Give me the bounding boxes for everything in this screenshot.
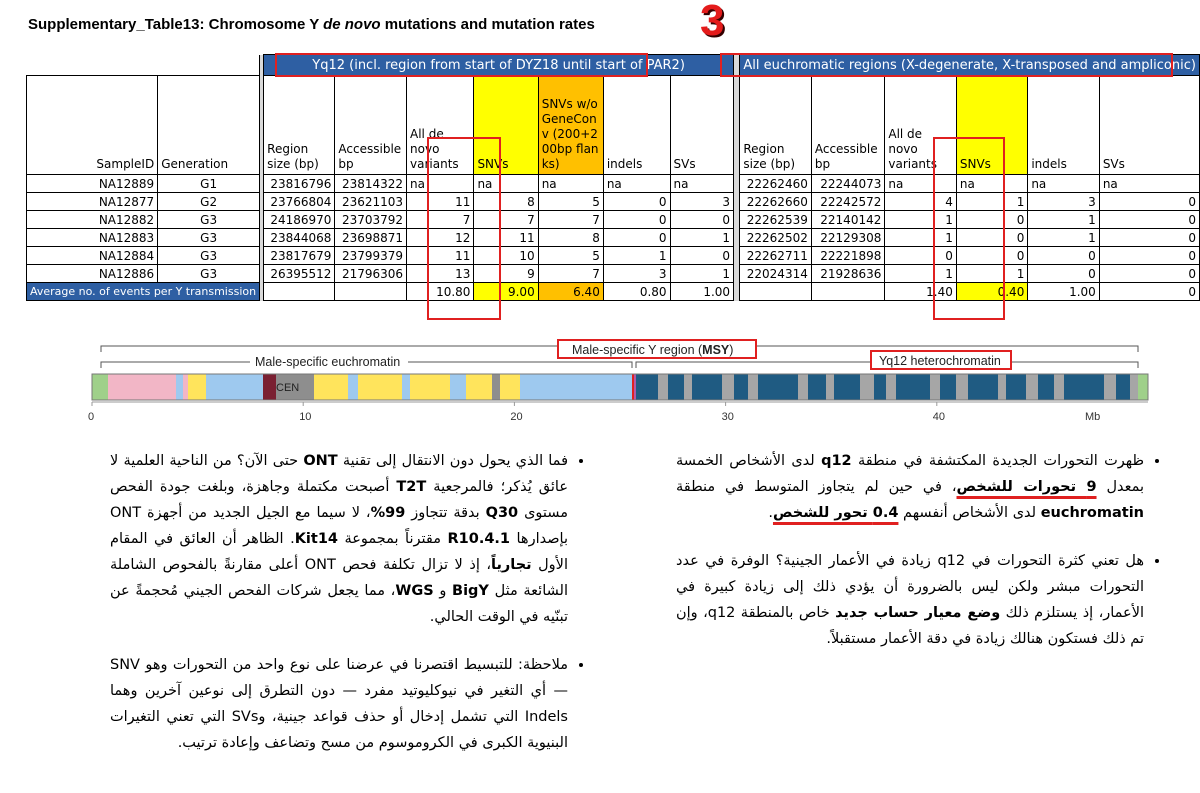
heterochromatin-band [734,374,748,400]
chromosome-band [632,374,634,400]
col-header: indels [1028,76,1099,175]
sample-id-cell: NA12889 [27,175,158,193]
chromosome-band [263,374,276,400]
col-header: SNVs [956,76,1027,175]
table-cell: 1 [885,265,956,283]
table-cell: 22221898 [811,247,885,265]
highlight-yq12-header [275,53,648,77]
column-header-row [27,76,1200,175]
slide-number-marker: 3 [700,0,725,45]
heterochromatin-label: Yq12 heterochromatin [879,354,1001,368]
heterochromatin-band [930,374,940,400]
table-row [27,193,1200,211]
table-cell: G1 [158,175,260,193]
chromosome-band [348,374,358,400]
table-cell: 22262660 [740,193,811,211]
table-cell: 3 [603,265,670,283]
axis-tick-label: 20 [510,411,523,423]
bullet-paragraph: • ظهرت التحورات الجديدة المكتشفة في منطقة q12 لدى الأشخاص الخمسة بمعدل 9 تحورات للشخص، في حين لم يتجاوز المتوسط في منطقة euchromatin لدى الأشخاص أنفسهم 0.4 تحور للشخص. [676,448,1144,526]
table-cell: 1 [1028,229,1099,247]
axis-tick-label: 0 [88,411,95,423]
avg-value: 0.80 [603,283,670,301]
axis-tick-label: 10 [299,411,312,423]
sample-id-cell: NA12884 [27,247,158,265]
table-cell: 23799379 [335,247,407,265]
table-cell: 0 [956,229,1027,247]
table-cell: 0 [670,247,734,265]
highlight-euchromatic-header [720,53,1173,77]
avg-value: 0 [1099,283,1199,301]
col-header: Accessible bp [335,76,407,175]
chromosome-band [402,374,410,400]
msy-label: Male-specific Y region (MSY) [572,343,734,357]
table-cell: 0 [603,193,670,211]
heterochromatin-band [834,374,860,400]
centromere-label: CEN [276,382,300,394]
highlight-9-mutations: 9 تحورات للشخص [956,479,1097,495]
table-cell: 22140142 [811,211,885,229]
table-cell: na [407,175,474,193]
heterochromatin-band [636,374,658,400]
chromosome-band [1138,374,1148,400]
table-cell: 1 [956,193,1027,211]
heterochromatin-band [684,374,692,400]
table-cell: 11 [407,247,474,265]
avg-value: 0.40 [956,283,1027,301]
chromosome-band [188,374,206,400]
table-cell: 23766804 [264,193,335,211]
table-cell: na [885,175,956,193]
col-header: SNVs w/o GeneConv (200+200bp flanks) [538,76,603,175]
heterochromatin-band [1116,374,1130,400]
table-cell: 7 [407,211,474,229]
table-cell: 9 [474,265,538,283]
table-cell: 0 [1099,211,1199,229]
col-header: Accessible bp [811,76,885,175]
average-row [27,283,1200,301]
heterochromatin-band [998,374,1006,400]
table-cell: na [474,175,538,193]
table-cell: 1 [603,247,670,265]
table-row [27,247,1200,265]
table-cell: 0 [885,247,956,265]
col-header: SNVs [474,76,538,175]
heterochromatin-band [826,374,834,400]
table-cell: 23816796 [264,175,335,193]
bullet-paragraph: • ملاحظة: للتبسيط اقتصرنا في عرضنا على نوع واحد من التحورات وهو SNV — أي التغير في نيوكليوتيد مفرد — دون التطرق إلى نوعين آخرين وهما Indels التي تشمل إدخال أو حذف قواعد جينية، وSVs التي تعني التغيرات البنيوية الكبرى في الكروموسوم من مسح وتضاعف وإعادة ترتيب. [110,652,568,756]
table-cell: 0 [1099,265,1199,283]
avg-value: 9.00 [474,283,538,301]
heterochromatin-band [1064,374,1104,400]
table-cell: 8 [474,193,538,211]
avg-value: 1.40 [885,283,956,301]
highlight-0.4-mutations: 0.4 تحور للشخص [772,505,899,521]
chromosome-band [314,374,348,400]
table-cell: 0 [1099,229,1199,247]
heterochromatin-band [668,374,684,400]
table-cell: 1 [1028,211,1099,229]
chromosome-band [634,374,636,400]
chromosome-band [492,374,500,400]
table-cell: G3 [158,265,260,283]
group-header-euchromatic: All euchromatic regions (X-degenerate, X-transposed and ampliconic) [740,55,1200,76]
group-header-yq12: Yq12 (incl. region from start of DYZ18 until start of PAR2) [264,55,734,76]
table-cell: 21796306 [335,265,407,283]
table-cell: 7 [538,265,603,283]
avg-value: 1.00 [1028,283,1099,301]
chromosome-band [183,374,188,400]
table-cell: 23698871 [335,229,407,247]
table-cell: 22129308 [811,229,885,247]
table-row [27,229,1200,247]
table-cell: 1 [885,229,956,247]
bullet-paragraph: • فما الذي يحول دون الانتقال إلى تقنية ONT حتى الآن؟ من الناحية العلمية لا عائق يُذكر؛ فالمرجعية T2T أصبحت مكتملة وجاهزة، وبلغت جودة الفحص مستوى Q30 بدقة تتجاوز 99%، لا سيما مع الجيل الجديد من أجهزة ONT بإصدارها R10.4.1 مقترناً بمجموعة Kit14. الظاهر أن العائق في المقام الأول تجارياً، إذ لا تزال تكلفة فحص ONT أعلى مقارنةً بالفحوص الشاملة الشائعة مثل BigY و WGS، مما يجعل شركات الفحص الجيني مُحجمةً عن تبنّيه في الوقت الحالي. [110,448,568,630]
axis-tick-label: 40 [932,411,946,423]
table-cell: G2 [158,193,260,211]
chromosome-band [92,374,108,400]
chromosome-band [500,374,520,400]
table-cell: 0 [1028,265,1099,283]
table-cell: 1 [670,265,734,283]
chromosome-band [176,374,183,400]
table-cell: 22262539 [740,211,811,229]
heterochromatin-band [968,374,998,400]
table-row [27,211,1200,229]
heterochromatin-band [860,374,874,400]
table-cell: 0 [956,211,1027,229]
table-cell: 22262460 [740,175,811,193]
heterochromatin-band [658,374,668,400]
col-header: Generation [158,76,260,175]
left-text-column [110,448,588,778]
euchromatin-label: Male-specific euchromatin [255,355,401,369]
heterochromatin-band [886,374,896,400]
heterochromatin-band [692,374,722,400]
table-cell: 21928636 [811,265,885,283]
heterochromatin-band [1104,374,1116,400]
avg-value: 1.00 [670,283,734,301]
table-cell: 3 [670,193,734,211]
table-cell: 23844068 [264,229,335,247]
table-cell: na [956,175,1027,193]
table-cell: 3 [1028,193,1099,211]
chromosome-band [520,374,632,400]
table-cell: 0 [1099,247,1199,265]
highlight-yq12-snvs [427,137,501,320]
axis-tick-label: Mb [1085,411,1101,423]
heterochromatin-band [808,374,826,400]
heterochromatin-band [896,374,930,400]
table-cell: 1 [956,265,1027,283]
table-cell: 26395512 [264,265,335,283]
heterochromatin-band [874,374,886,400]
table-cell: 7 [538,211,603,229]
heterochromatin-band [1054,374,1064,400]
table-cell: na [1028,175,1099,193]
right-text-column [676,448,1164,674]
table-cell: 0 [956,247,1027,265]
table-cell: 8 [538,229,603,247]
avg-value: 10.80 [407,283,474,301]
table-cell: 0 [670,211,734,229]
col-header: indels [603,76,670,175]
table-cell: 5 [538,193,603,211]
heterochromatin-band [1026,374,1038,400]
table-cell: 23621103 [335,193,407,211]
axis-tick-label: 30 [721,411,734,423]
table-cell: 22262711 [740,247,811,265]
heterochromatin-band [758,374,798,400]
chromosome-band [466,374,492,400]
table-title: Supplementary_Table13: Chromosome Y de novo mutations and mutation rates [28,16,595,33]
average-label: Average no. of events per Y transmission [27,283,260,301]
table-cell: na [670,175,734,193]
table-cell: 1 [670,229,734,247]
col-header: All de novo variants [885,76,956,175]
table-cell: 7 [474,211,538,229]
chromosome-band [206,374,263,400]
table-row [27,265,1200,283]
table-cell: 22262502 [740,229,811,247]
table-cell: 23814322 [335,175,407,193]
table-cell: na [538,175,603,193]
sample-id-cell: NA12877 [27,193,158,211]
heterochromatin-band [722,374,734,400]
heterochromatin-band [956,374,968,400]
table-cell: 10 [474,247,538,265]
table-cell: 0 [603,211,670,229]
msy-figure [0,338,1200,433]
table-cell: 0 [1028,247,1099,265]
chromosome-band [410,374,450,400]
table-cell: na [603,175,670,193]
table-cell: 13 [407,265,474,283]
heterochromatin-band [1038,374,1054,400]
heterochromatin-band [798,374,808,400]
col-header: SVs [1099,76,1199,175]
table-cell: 5 [538,247,603,265]
table-cell: 4 [885,193,956,211]
table-cell: 1 [885,211,956,229]
sample-id-cell: NA12886 [27,265,158,283]
bullet-paragraph: • هل تعني كثرة التحورات في q12 زيادة في الأعمار الجينية؟ الوفرة في عدد التحورات مبشر ولكن ليس بالضرورة أن يؤدي ذلك إلى زيادة كبيرة في الأعمار، إذ يستلزم ذلك وضع معيار حساب جديد خاص بالمنطقة q12، وإن تم ذلك فستكون هنالك زيادة في دقة الأعمار مستقبلاً. [676,548,1144,652]
table-cell: na [1099,175,1199,193]
col-header: SampleID [27,76,158,175]
chromosome-band [450,374,466,400]
chromosome-band [358,374,402,400]
table-cell: 12 [407,229,474,247]
table-cell: 0 [603,229,670,247]
heterochromatin-band [940,374,956,400]
col-header: Region size (bp) [264,76,335,175]
table-cell: 0 [1099,193,1199,211]
table-row [27,175,1200,193]
sample-id-cell: NA12883 [27,229,158,247]
table-cell: G3 [158,247,260,265]
col-header: SVs [670,76,734,175]
heterochromatin-band [1130,374,1138,400]
heterochromatin-band [748,374,758,400]
table-cell: 22244073 [811,175,885,193]
table-cell: G3 [158,211,260,229]
table-cell: G3 [158,229,260,247]
table-cell: 23817679 [264,247,335,265]
table-cell: 22242572 [811,193,885,211]
heterochromatin-band [1006,374,1026,400]
highlight-euchromatic-snvs [933,137,1005,320]
table-cell: 24186970 [264,211,335,229]
table-cell: 11 [407,193,474,211]
table-cell: 11 [474,229,538,247]
col-header: Region size (bp) [740,76,811,175]
avg-value: 6.40 [538,283,603,301]
chromosome-band [108,374,176,400]
table-cell: 22024314 [740,265,811,283]
table-cell: 23703792 [335,211,407,229]
sample-id-cell: NA12882 [27,211,158,229]
mutation-table [26,54,1200,301]
col-header: All de novo variants [407,76,474,175]
